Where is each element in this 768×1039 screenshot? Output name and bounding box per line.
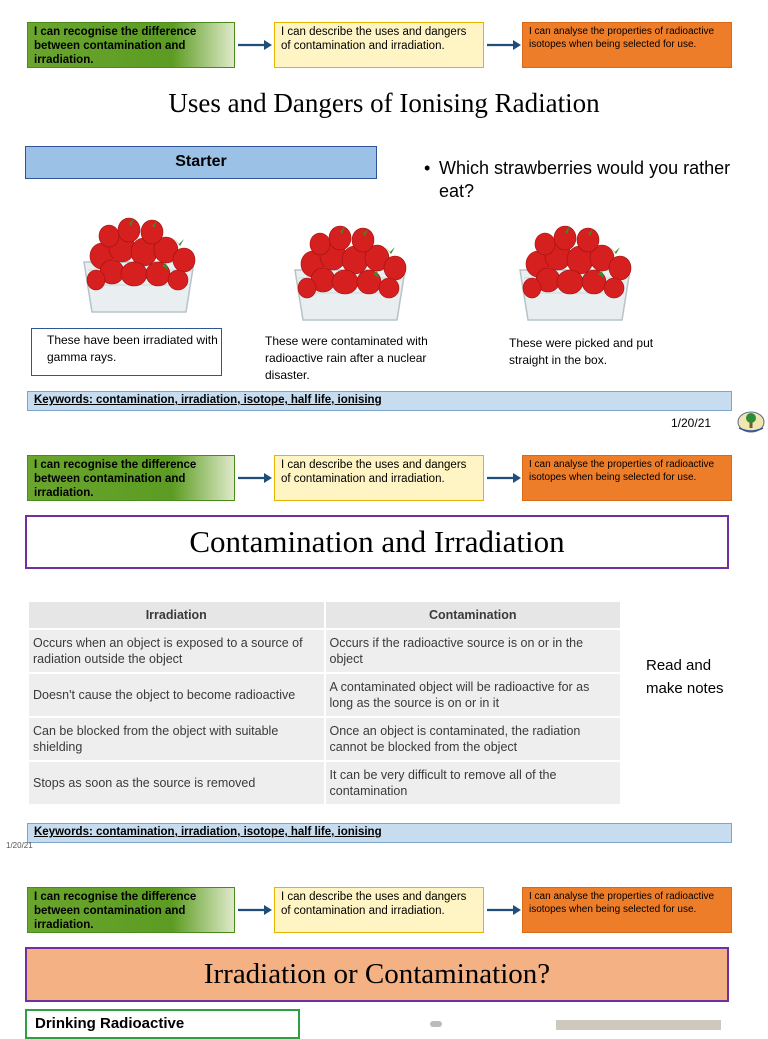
column-header: Contamination (326, 602, 621, 628)
objective-3: I can analyse the properties of radioactive isotopes when being selected for use. (522, 455, 732, 501)
objective-1: I can recognise the difference between contamination and irradiation. (27, 887, 235, 933)
column-header: Irradiation (29, 602, 324, 628)
objective-3: I can analyse the properties of radioactive isotopes when being selected for use. (522, 22, 732, 68)
slide-date: 1/20/21 (6, 841, 33, 850)
caption-irradiated: These have been irradiated with gamma rays. (31, 328, 222, 376)
objective-3: I can analyse the properties of radioactive isotopes when being selected for use. (522, 887, 732, 933)
caption-fresh: These were picked and put straight in the box. (509, 336, 654, 367)
objective-1: I can recognise the difference between contamination and irradiation. (27, 22, 235, 68)
arrow-right-icon (238, 903, 272, 917)
table-cell: Occurs if the radioactive source is on or in the object (326, 630, 621, 672)
table-cell: Doesn't cause the object to become radioactive (29, 674, 324, 716)
photo-placeholder (556, 1020, 721, 1030)
question-text: • Which strawberries would you rather eat? (424, 158, 731, 201)
table-cell: Can be blocked from the object with suitable shielding (29, 718, 324, 760)
starter-banner: Starter (25, 146, 377, 179)
table-cell: A contaminated object will be radioactive for as long as the source is on or in it (326, 674, 621, 716)
caption-contaminated: These were contaminated with radioactive rain after a nuclear disaster. (265, 334, 428, 382)
keywords-bar: Keywords: contamination, irradiation, isotope, half life, ionising (27, 823, 732, 843)
arrow-right-icon (487, 903, 521, 917)
keywords-bar: Keywords: contamination, irradiation, isotope, half life, ionising (27, 391, 732, 411)
drinking-box: Drinking Radioactive (25, 1009, 300, 1039)
slide-date: 1/20/21 (671, 416, 712, 430)
objective-2: I can describe the uses and dangers of contamination and irradiation. (274, 455, 484, 501)
side-note: Read and make notes (646, 657, 724, 697)
table-cell: Once an object is contaminated, the radiation cannot be blocked from the object (326, 718, 621, 760)
slide-title: Contamination and Irradiation (25, 515, 729, 569)
slide-title: Uses and Dangers of Ionising Radiation (168, 88, 600, 118)
photo-edge (430, 1021, 442, 1027)
table-cell: Stops as soon as the source is removed (29, 762, 324, 804)
slide-title: Irradiation or Contamination? (25, 947, 729, 1002)
table-cell: Occurs when an object is exposed to a source of radiation outside the object (29, 630, 324, 672)
objective-1: I can recognise the difference between contamination and irradiation. (27, 455, 235, 501)
objective-2: I can describe the uses and dangers of contamination and irradiation. (274, 22, 484, 68)
objective-2: I can describe the uses and dangers of contamination and irradiation. (274, 887, 484, 933)
table-cell: It can be very difficult to remove all of the contamination (326, 762, 621, 804)
